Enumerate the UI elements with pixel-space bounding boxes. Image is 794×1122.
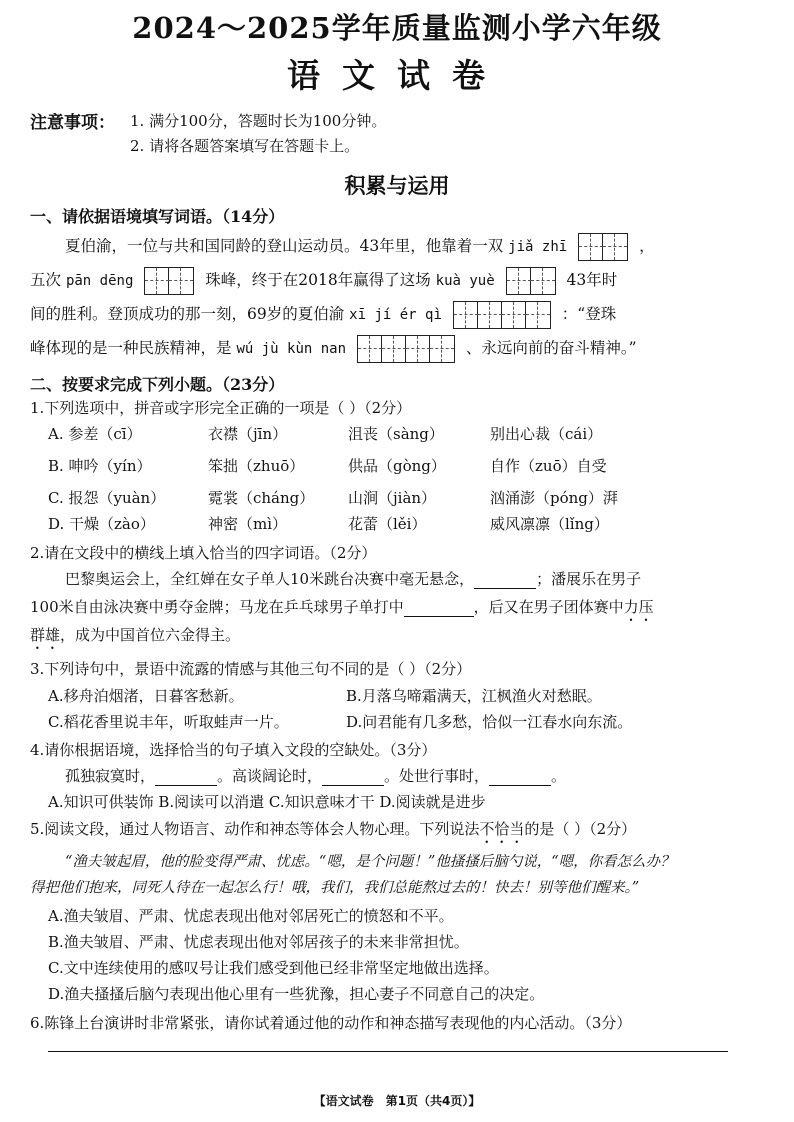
- q5-quote-line1: “渔夫皱起眉，他的脸变得严肃、忧虑。“嗯，是个问题！”他搔搔后脑勺说，“嗯，你看怎么办？: [65, 854, 675, 870]
- q2-line3: 群雄，成为中国首位六金得主。: [30, 626, 241, 644]
- pinyin-xijierqi: xī jí ér qì: [349, 307, 442, 323]
- pinyin-kuayue: kuà yuè: [435, 273, 495, 289]
- q4-stem: 4.请你根据语境，选择恰当的句子填入文段的空缺处。（3分）: [30, 741, 437, 759]
- section-title: 积累与运用: [344, 173, 450, 198]
- q1-option-d-2: 神密（mì）: [208, 515, 288, 533]
- q1-option-b-4: 自作（zuō）自受: [490, 457, 607, 475]
- q1-option-a-4: 别出心裁（cái）: [490, 425, 603, 443]
- q4-blank-3[interactable]: [489, 767, 551, 786]
- q2-blank-2[interactable]: [404, 598, 474, 617]
- notice-item-2: 2. 请将各题答案填写在答题卡上。: [130, 137, 360, 155]
- q5-stem: 5.阅读文段，通过人物语言、动作和神态等体会人物心理。下列说法不恰当的是（ ）（2分）: [30, 820, 637, 838]
- q4-blank-1[interactable]: [155, 767, 217, 786]
- part2-heading: 二、按要求完成下列小题。（23分）: [30, 375, 285, 394]
- notice-item-1: 1. 满分100分，答题时长为100分钟。: [130, 112, 387, 130]
- answer-grid-4[interactable]: [453, 301, 551, 329]
- q5-option-a: A.渔夫皱眉、严肃、忧虑表现出他对邻居死亡的愤怒和不平。: [48, 907, 454, 925]
- q1-option-a-2: 衣襟（jīn）: [208, 425, 288, 443]
- q5-option-d: D.渔夫搔搔后脑勺表现出他心里有一些犹豫，担心妻子不同意自己的决定。: [48, 985, 545, 1003]
- q2-stem: 2.请在文段中的横线上填入恰当的四字词语。（2分）: [30, 544, 377, 562]
- part1-line3: 间的胜利。登顶成功的那一刻，69岁的夏伯渝 xī jí ér qì ：“登珠: [30, 300, 616, 329]
- q1-option-b-2: 笨拙（zhuō）: [208, 457, 305, 475]
- page-footer: 【语文试卷 第1页（共4页）】: [313, 1094, 481, 1108]
- q3-option-d: D.问君能有几多愁，恰似一江春水向东流。: [346, 713, 633, 731]
- q4-passage: 孤独寂寞时， 。高谈阔论时， 。处世行事时， 。: [65, 767, 567, 785]
- q2-line2: 100米自由泳决赛中勇夺金牌；马龙在乒乓球男子单打中 ，后又在男子团体赛中力压: [30, 598, 654, 616]
- q1-option-c-1: C. 报怨（yuàn）: [48, 489, 166, 507]
- q5-option-b: B.渔夫皱眉、严肃、忧虑表现出他对邻居孩子的未来非常担忧。: [48, 933, 469, 951]
- q5-quote-line2: 得把他们抱来，同死人待在一起怎么行！哦，我们，我们总能熬过去的！快去！别等他们醒来。”: [30, 880, 640, 896]
- pinyin-jiazhi: jiǎ zhī: [508, 239, 568, 255]
- q1-option-b-1: B. 呻吟（yín）: [48, 457, 152, 475]
- part1-line1: 夏伯渝，一位与共和国同龄的登山运动员。43年里，他靠着一双 jiǎ zhī ，: [65, 232, 655, 261]
- exam-subject: 语文试卷: [287, 56, 507, 95]
- q1-option-c-3: 山涧（jiàn）: [348, 489, 437, 507]
- q3-stem: 3.下列诗句中，景语中流露的情感与其他三句不同的是（ ）（2分）: [30, 660, 472, 678]
- q2-blank-1[interactable]: [474, 570, 536, 589]
- notice-label: 注意事项：: [30, 113, 115, 133]
- q5-option-c: C.文中连续使用的感叹号让我们感受到他已经非常坚定地做出选择。: [48, 959, 499, 977]
- q1-stem: 1.下列选项中，拼音或字形完全正确的一项是（ ）（2分）: [30, 399, 412, 417]
- answer-line[interactable]: [48, 1051, 728, 1052]
- q3-option-b: B.月落乌啼霜满天，江枫渔火对愁眠。: [346, 687, 602, 705]
- emphasized-word: 不恰当: [479, 820, 525, 838]
- q4-blank-2[interactable]: [322, 767, 384, 786]
- q3-option-a: A.移舟泊烟渚，日暮客愁新。: [48, 687, 244, 705]
- pinyin-wujukunnan: wú jù kùn nan: [236, 341, 347, 357]
- part1-heading: 一、请依据语境填写词语。（14分）: [30, 207, 285, 226]
- q1-option-a-3: 沮丧（sàng）: [348, 425, 444, 443]
- q1-option-b-3: 供品（gòng）: [348, 457, 446, 475]
- q1-option-a-1: A. 参差（cī）: [48, 425, 142, 443]
- q6-stem: 6.陈锋上台演讲时非常紧张，请你试着通过他的动作和神态描写表现他的内心活动。（3分）: [30, 1014, 632, 1032]
- answer-grid-1[interactable]: [578, 233, 628, 261]
- q4-options: A.知识可供装饰 B.阅读可以消遣 C.知识意味才干 D.阅读就是进步: [48, 793, 486, 811]
- q1-option-d-3: 花蕾（lěi）: [348, 515, 427, 533]
- emphasized-word: 群雄: [30, 626, 61, 644]
- q3-option-c: C.稻花香里说丰年，听取蛙声一片。: [48, 713, 289, 731]
- pinyin-pandeng: pān dēng: [65, 273, 134, 289]
- answer-grid-2[interactable]: [144, 267, 194, 295]
- q1-option-c-4: 汹涌澎（póng）湃: [490, 489, 618, 507]
- exam-title: 2024～2025学年质量监测小学六年级: [132, 11, 662, 45]
- answer-grid-3[interactable]: [506, 267, 556, 295]
- q1-option-d-4: 威风凛凛（lǐng）: [490, 515, 609, 533]
- text: 夏伯渝，一位与共和国同龄的登山运动员。43年里，他靠着一双: [65, 237, 504, 255]
- q1-option-d-1: D. 干燥（zào）: [48, 515, 155, 533]
- part1-line2: 五次 pān dēng 珠峰，终于在2018年赢得了这场 kuà yuè 43年时: [30, 266, 617, 295]
- q2-line1: 巴黎奥运会上，全红婵在女子单人10米跳台决赛中毫无悬念， ；潘展乐在男子: [65, 570, 642, 588]
- part1-line4: 峰体现的是一种民族精神，是 wú jù kùn nan 、永远向前的奋斗精神。”: [30, 334, 637, 363]
- answer-grid-5[interactable]: [357, 335, 455, 363]
- q1-option-c-2: 霓裳（cháng）: [208, 489, 315, 507]
- emphasized-word: 力压: [623, 598, 654, 616]
